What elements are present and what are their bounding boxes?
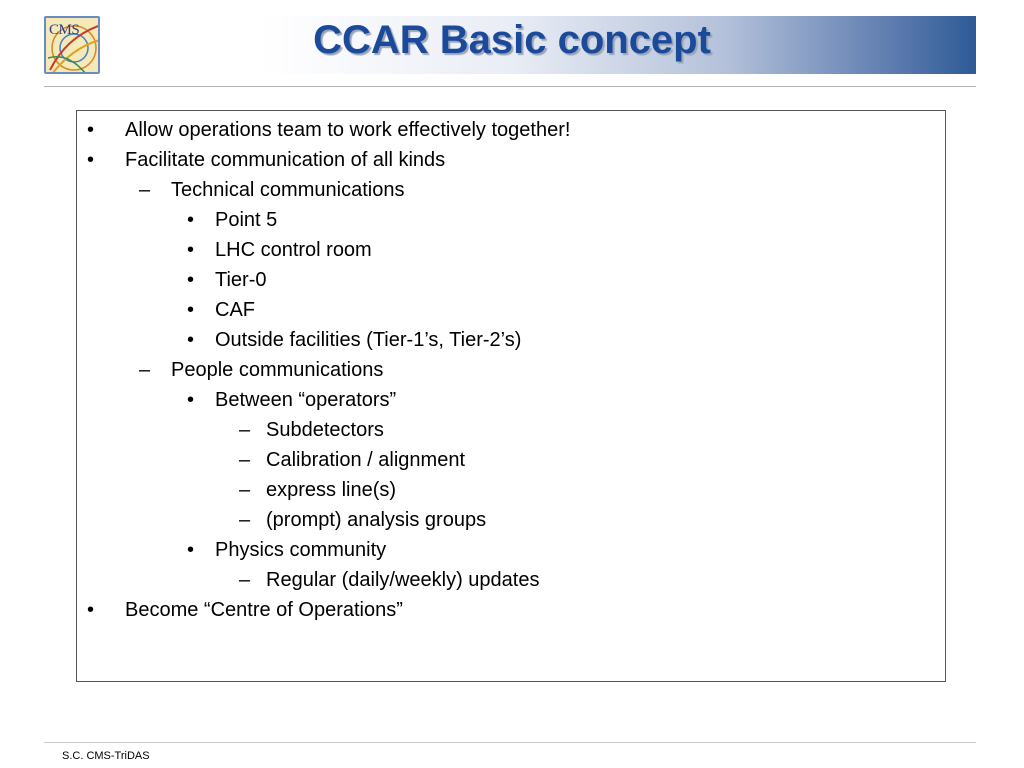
bullet-item: Allow operations team to work effectively together! [125, 119, 571, 141]
bullet-item: Physics community [215, 539, 387, 561]
bullet-marker: • [187, 539, 195, 561]
bullet-item: Subdetectors [266, 419, 384, 441]
slide-title: CCAR Basic concept [313, 18, 711, 62]
bullet-item: Outside facilities (Tier-1’s, Tier-2’s) [215, 329, 522, 351]
bullet-marker: – [239, 449, 251, 471]
bullet-item: Facilitate communication of all kinds [125, 149, 446, 171]
bullet-marker: – [239, 479, 251, 501]
bullet-marker: – [239, 569, 251, 591]
content-box [76, 110, 946, 682]
bullet-marker: • [87, 119, 95, 141]
footer-divider [44, 742, 976, 743]
bullet-item: Tier-0 [215, 269, 267, 291]
bullet-marker: • [187, 239, 195, 261]
bullet-marker: • [187, 269, 195, 291]
bullet-marker: • [187, 299, 195, 321]
footer-text: S.C. CMS-TriDAS [62, 750, 150, 762]
header-divider [44, 86, 976, 87]
bullet-marker: – [239, 419, 251, 441]
bullet-item: LHC control room [215, 239, 372, 261]
bullet-marker: • [87, 149, 95, 171]
bullet-marker: – [139, 179, 151, 201]
bullet-item: CAF [215, 299, 255, 321]
bullet-item: Between “operators” [215, 389, 397, 411]
bullet-item: People communications [171, 359, 384, 381]
bullet-item: Become “Centre of Operations” [125, 599, 403, 621]
bullet-marker: • [187, 389, 195, 411]
bullet-marker: – [239, 509, 251, 531]
bullet-item: express line(s) [266, 479, 397, 501]
bullet-item: Regular (daily/weekly) updates [266, 569, 540, 591]
bullet-marker: • [87, 599, 95, 621]
bullet-marker: • [187, 329, 195, 351]
bullet-item: Point 5 [215, 209, 278, 231]
bullet-item: (prompt) analysis groups [266, 509, 487, 531]
bullet-item: Calibration / alignment [266, 449, 465, 471]
logo-text: CMS [49, 22, 80, 38]
bullet-marker: – [139, 359, 151, 381]
bullet-marker: • [187, 209, 195, 231]
bullet-item: Technical communications [171, 179, 405, 201]
